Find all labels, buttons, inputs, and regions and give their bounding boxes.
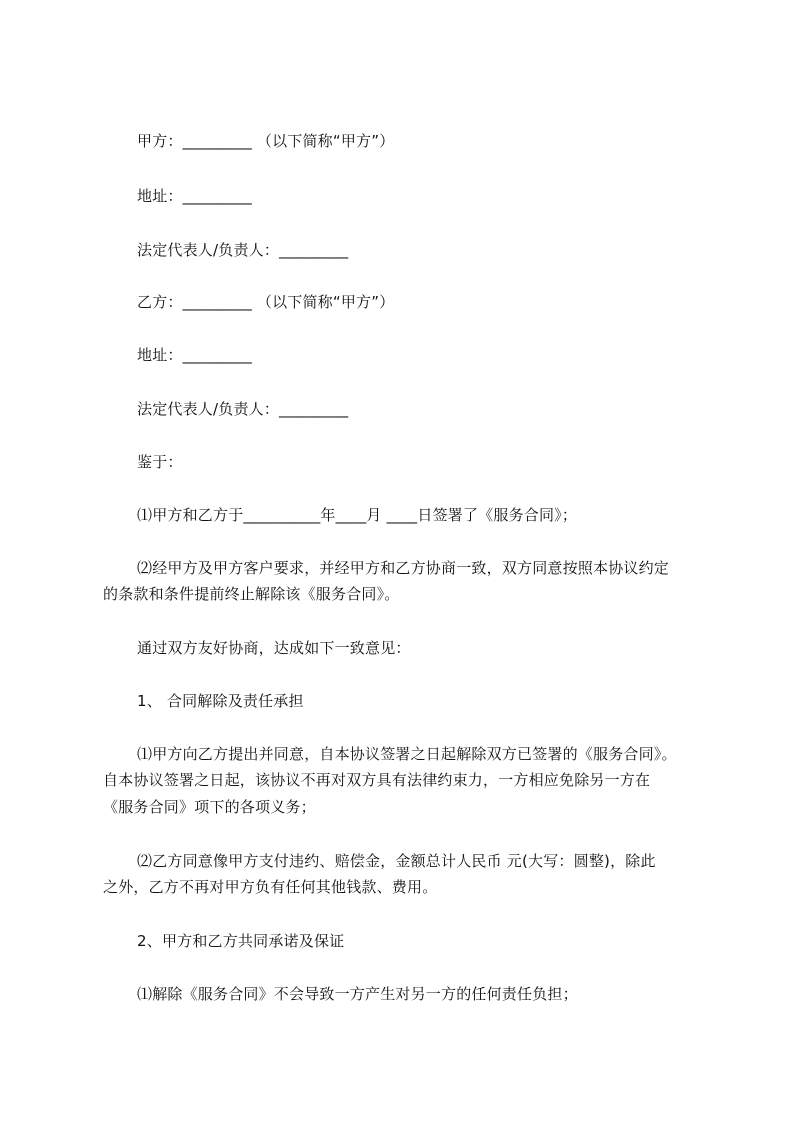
section-1-clause-1-line-3: 《服务合同》项下的各项义务； [103,798,316,816]
section-1-heading: 1、 合同解除及责任承担 [137,692,304,710]
party-b-representative-line: 法定代表人/负责人：_________ [137,400,349,418]
agreement-intro: 通过双方友好协商，达成如下一致意见： [137,639,411,657]
section-2-heading: 2、甲方和乙方共同承诺及保证 [137,932,345,950]
section-1-clause-2-line-1: ⑵乙方同意像甲方支付违约、赔偿金，金额总计人民币 元(大写：圆整)，除此 [137,852,656,870]
party-a-representative-line: 法定代表人/负责人：_________ [137,241,349,259]
section-1-clause-1-line-2: 自本协议签署之日起，该协议不再对双方具有法律约束力，一方相应免除另一方在 [103,771,651,789]
section-1-clause-2-line-2: 之外，乙方不再对甲方负有任何其他钱款、费用。 [103,878,438,896]
whereas-clause-2-line-2: 的条款和条件提前终止解除该《服务合同》。 [103,585,400,603]
section-1-clause-1-line-1: ⑴甲方向乙方提出并同意，自本协议签署之日起解除双方已签署的《服务合同》。 [137,745,677,763]
whereas-heading: 鉴于： [137,453,183,471]
whereas-clause-1: ⑴甲方和乙方于__________年____月 ____日签署了《服务合同》； [137,506,578,524]
party-a-address-line: 地址：_________ [137,187,252,205]
party-a-line: 甲方：_________ （以下简称“甲方”） [137,132,395,150]
party-b-line: 乙方：_________ （以下简称“甲方”） [137,293,395,311]
section-2-clause-1: ⑴解除《服务合同》不会导致一方产生对另一方的任何责任负担； [137,985,578,1003]
whereas-clause-2-line-1: ⑵经甲方及甲方客户要求，并经甲方和乙方协商一致，双方同意按照本协议约定 [137,559,670,577]
party-b-address-line: 地址：_________ [137,346,252,364]
